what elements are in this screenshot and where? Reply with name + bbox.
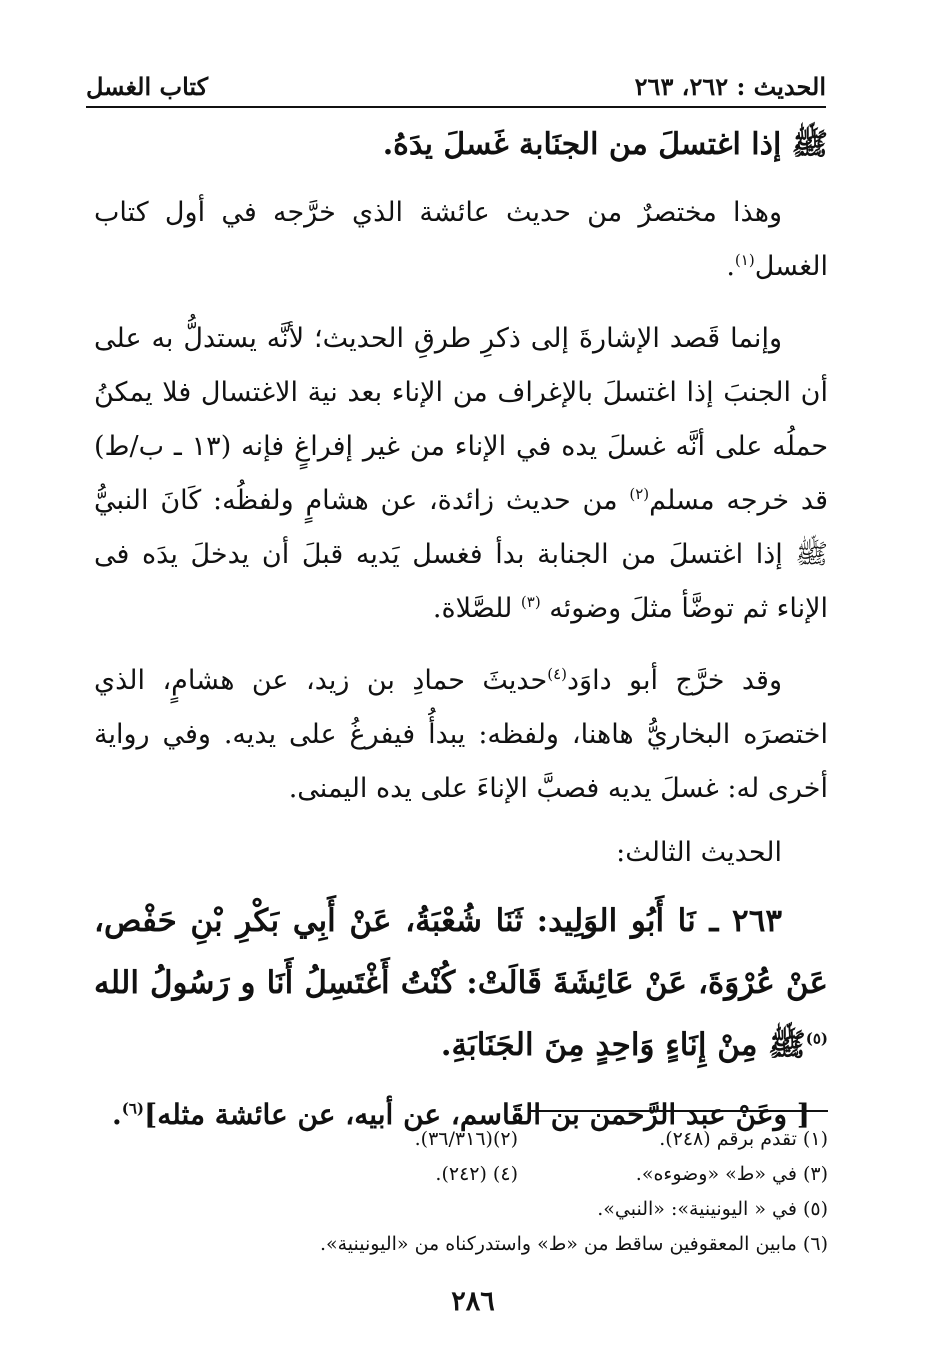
bracketed-text: [ وعَنْ عبد الرَّحمن بن القَاسم، عن أبيه، عن عائشة مثله] xyxy=(143,1098,811,1131)
hadith-text-a: ٢٦٣ ـ نَا أَبُو الوَلِيد: ثَنَا شُعْبَةُ، عَنْ أَبِي بَكْرِ بْنِ حَفْص، عَنْ عُرْوَةَ، عَنْ عَائِشَةَ قَالَتْ: كُنْتُ أَغْتَسِلُ أَنَا و رَسُولُ الله xyxy=(94,903,828,1001)
page-number: ٢٨٦ xyxy=(451,1286,495,1317)
paragraph-1-text: وهذا مختصرٌ من حديث عائشة الذي خرَّجه في أول كتاب الغسل xyxy=(94,197,828,282)
footnote-1: (١) تقدم برقم (٢٤٨). xyxy=(659,1128,828,1150)
footnote-5: (٥) في « اليونينية»: «النبي». xyxy=(597,1198,828,1220)
footnote-ref-6: (٦) xyxy=(121,1099,144,1118)
paragraph-3-text-b: حديثَ حمادِ بن زيد، عن هشامٍ، الذي اختصرَه البخاريُّ هاهنا، ولفظه: يبدأُ فيفرغُ على يديه. وفي رواية أخرى له: غسلَ يديه فصبَّ الإناءَ على يده اليمنى. xyxy=(94,665,828,804)
main-text xyxy=(94,118,828,1142)
continuation-line xyxy=(94,118,828,172)
hadith-263 xyxy=(94,890,828,1076)
paragraph-2-text-a: وإنما قَصد الإشارةَ إلى ذكرِ طرقِ الحديث؛ لأنَّه يستدلُّ به على أن الجنبَ إذا اغتسلَ بالإغراف من الإناء بعد نية الاغتسال فلا يمكنُ حملُه على أنَّه غسلَ يده في الإناء من غير إفراغٍ فإنه (١٣ ـ ب/ط) قد خرجه مسلم xyxy=(94,323,829,516)
footnote-ref-1: (١) xyxy=(734,251,755,269)
footnote-ref-3: (٣) xyxy=(520,593,541,611)
paragraph-3-text-a: وقد خرَّج أبو داوَد xyxy=(567,665,783,696)
paragraph-1-end: . xyxy=(726,251,735,282)
section-heading xyxy=(94,826,828,880)
paragraph-2-text-b: من حديث زائدة، عن هشامٍ ولفظُه: كَانَ النبيُّ ﷺ إذا اغتسلَ من الجنابة بدأ فغسل يَديه قبلَ أن يدخلَ يدَه فى الإناء ثم توضَّأ مثلَ وضوئه xyxy=(94,485,828,624)
footnote-ref-2: (٢) xyxy=(629,485,650,503)
footnote-divider xyxy=(528,1110,828,1112)
footnote-4: (٤) (٢٤٢). xyxy=(435,1163,518,1185)
bracketed-end: . xyxy=(111,1098,122,1131)
footnote-row-1 xyxy=(208,1122,828,1157)
paragraph-2 xyxy=(94,312,828,636)
footnote-ref-5: (٥) xyxy=(805,1029,828,1048)
footnote-2: (٢)(٣٦/٣١٦). xyxy=(414,1128,518,1150)
paragraph-3 xyxy=(94,654,828,816)
footnote-6: (٦) مابين المعقوفين ساقط من «ط» واستدركناه من «اليونينية». xyxy=(319,1233,828,1255)
section-heading-text: الحديث الثالث: xyxy=(616,837,782,868)
footnote-ref-4: (٤) xyxy=(547,665,568,683)
footnotes xyxy=(208,1122,828,1262)
paragraph-2-text-c: للصَّلاة. xyxy=(432,593,521,624)
running-header xyxy=(86,70,826,108)
footnote-3: (٣) في «ط» «وضوءه». xyxy=(635,1163,828,1185)
header-hadith-numbers: الحديث : ٢٦٢، ٢٦٣ xyxy=(634,72,826,101)
hadith-text-b: ﷺ مِنْ إِنَاءٍ وَاحِدٍ مِنَ الجَنَابَةِ. xyxy=(440,1027,806,1063)
header-book-title: كتاب الغسل xyxy=(86,72,209,101)
footnote-row-2 xyxy=(208,1157,828,1192)
paragraph-1 xyxy=(94,186,828,294)
footnote-row-4 xyxy=(208,1227,828,1262)
continuation-text: ﷺ إذا اغتسلَ من الجنَابة غَسلَ يدَهُ. xyxy=(382,127,828,162)
footnote-row-3 xyxy=(208,1192,828,1227)
